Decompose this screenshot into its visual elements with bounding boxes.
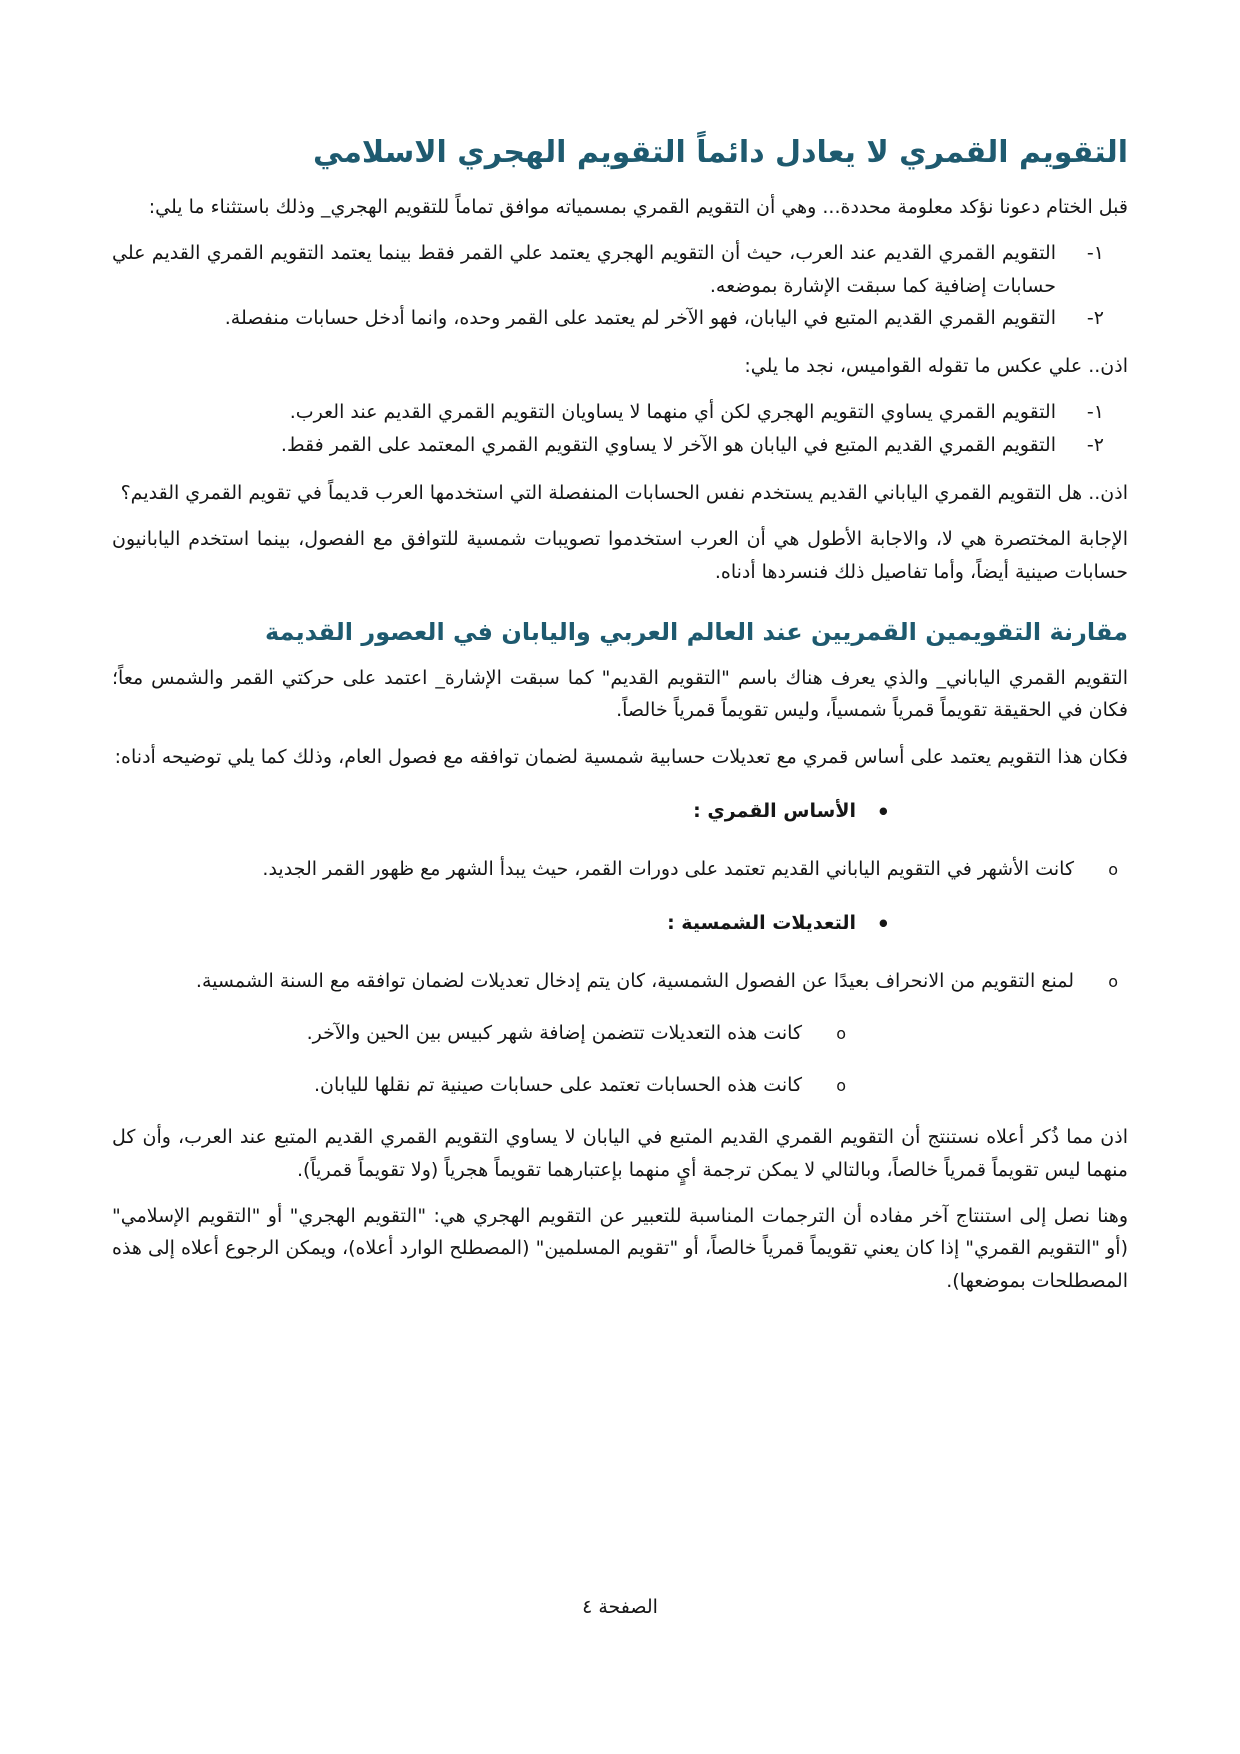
bullet-label: الأساس القمري : — [693, 799, 856, 822]
sub-bullet-text: كانت الأشهر في التقويم الياباني القديم تعتمد على دورات القمر، حيث يبدأ الشهر مع ظهور القمر الجديد. — [262, 857, 1074, 880]
intro-paragraph-1: قبل الختام دعونا نؤكد معلومة محددة... وهي أن التقويم القمري بمسمياته موافق تماماً للتقويم الهجري_ وذلك باستثناء ما يلي: — [148, 196, 1128, 218]
sub-bullet-marker: o — [836, 1076, 846, 1096]
sub-bullet-text: كانت هذه التعديلات تتضمن إضافة شهر كبيس بين الحين والآخر. — [306, 1021, 802, 1044]
list-item-text: التقويم القمري يساوي التقويم الهجري لكن أي منهما لا يساويان التقويم القمري القديم عند العرب. — [289, 401, 1056, 424]
bullet-marker: • — [876, 911, 890, 936]
list-item — [112, 396, 1128, 428]
numbered-list-1 — [112, 237, 1128, 334]
sub-bullet-item — [112, 1069, 1128, 1101]
list-item — [112, 237, 1128, 302]
list-item — [112, 302, 1128, 334]
list-number-marker: ١- — [1086, 401, 1104, 424]
sub-bullet-item — [112, 965, 1128, 997]
sub-bullet-marker: o — [836, 1023, 846, 1043]
sub-bullet-item — [112, 1017, 1128, 1049]
section-paragraph-3: اذن مما ذُكر أعلاه نستنتج أن التقويم القمري القديم المتبع في اليابان لا يساوي التقويم القمري القديم المتبع عند العرب، وأن كل منهما ليس تقويماً قمرياً خالصاً، وبالتالي لا يمكن ترجمة أيٍ منهما بإعتبارهما تقويماً هجرياً (ولا تقويماً قمرياً). — [112, 1126, 1128, 1181]
list-number-marker: ٢- — [1086, 306, 1104, 329]
bullet-label: التعديلات الشمسية : — [667, 911, 856, 934]
intro-paragraph-2: اذن.. علي عكس ما تقوله القواميس، نجد ما يلي: — [744, 355, 1128, 378]
document-title: التقويم القمري لا يعادل دائماً التقويم الهجري الاسلامي — [313, 135, 1128, 170]
bullet-marker: • — [876, 799, 890, 824]
section-paragraph-4: وهنا نصل إلى استنتاج آخر مفاده أن الترجمات المناسبة للتعبير عن التقويم الهجري هي: "التقويم الهجري" أو "التقويم الإسلامي" (أو "التقويم القمري" إذا كان يعني تقويماً قمرياً خالصاً، أو "تقويم المسلمين" (المصطلح الوارد أعلاه)، ويمكن الرجوع أعلاه إلى هذه المصطلحات بموضعها). — [112, 1205, 1128, 1292]
intro-paragraph-4: الإجابة المختصرة هي لا، والاجابة الأطول هي أن العرب استخدموا تصويبات شمسية للتوافق مع الفصول، بينما استخدم اليابانيون حسابات صينية أيضاً، وأما تفاصيل ذلك فنسردها أدناه. — [112, 528, 1128, 583]
section-paragraph-1: التقويم القمري الياباني_ والذي يعرف هناك باسم "التقويم القديم" كما سبقت الإشارة_ اعتمد على حركتي القمر والشمس معاً؛ فكان في الحقيقة تقويماً قمرياً شمسياً، وليس تقويماً قمرياً خالصاً. — [112, 666, 1128, 722]
list-number-marker: ٢- — [1086, 433, 1104, 456]
sub-bullet-text: كانت هذه الحسابات تعتمد على حسابات صينية تم نقلها لليابان. — [313, 1074, 802, 1097]
numbered-list-2 — [112, 396, 1128, 461]
sub-bullet-marker: o — [1108, 971, 1118, 991]
section-heading: مقارنة التقويمين القمريين عند العالم العربي واليابان في العصور القديمة — [264, 617, 1128, 646]
sub-bullet-item — [112, 853, 1128, 885]
list-item-text: التقويم القمري القديم المتبع في اليابان، فهو الآخر لم يعتمد على القمر وحده، وانما أدخل حسابات منفصلة. — [224, 306, 1056, 329]
list-item — [112, 429, 1128, 461]
sub-bullet-marker: o — [1108, 859, 1118, 879]
list-item-text: التقويم القمري القديم المتبع في اليابان هو الآخر لا يساوي التقويم القمري المعتمد على القمر فقط. — [280, 433, 1056, 456]
list-number-marker: ١- — [1086, 242, 1104, 265]
bullet-item-lunar-basis — [112, 795, 1128, 831]
intro-paragraph-3: اذن.. هل التقويم القمري الياباني القديم يستخدم نفس الحسابات المنفصلة التي استخدمها العرب قديماً في تقويم القمري القديم؟ — [120, 482, 1128, 505]
section-paragraph-2: فكان هذا التقويم يعتمد على أساس قمري مع تعديلات حسابية شمسية لضمان توافقه مع فصول العام، وذلك كما يلي توضيحه أدناه: — [114, 745, 1128, 768]
bullet-item-solar-adjustments — [112, 907, 1128, 943]
sub-bullet-text: لمنع التقويم من الانحراف بعيدًا عن الفصول الشمسية، كان يتم إدخال تعديلات لضمان توافقه مع السنة الشمسية. — [195, 969, 1074, 992]
page-number: الصفحة ٤ — [582, 1596, 658, 1618]
list-item-text: التقويم القمري القديم عند العرب، حيث أن التقويم الهجري يعتمد علي القمر فقط بينما يعتمد التقويم القمري القديم علي حسابات إضافية كما سبقت الإشارة بموضعه. — [112, 242, 1056, 297]
